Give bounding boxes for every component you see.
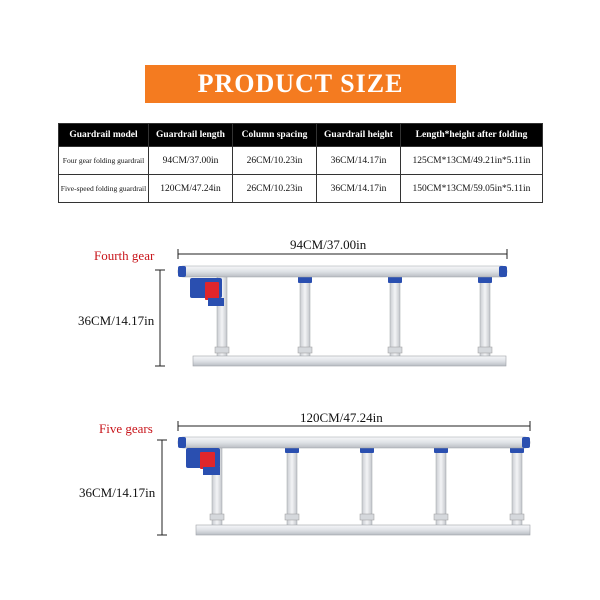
product-size-banner: PRODUCT SIZE [145,65,456,103]
cell-length: 94CM/37.00in [149,147,233,175]
five-gears-label: Five gears [99,421,153,436]
header-folded: Length*height after folding [401,124,543,147]
fourth-gear-length: 94CM/37.00in [290,237,367,252]
fourth-gear-guardrail [155,249,507,366]
header-model: Guardrail model [59,124,149,147]
cell-length: 120CM/47.24in [149,175,233,203]
fourth-gear-label: Fourth gear [94,248,155,263]
cell-model: Five-speed folding guardrail [59,175,149,203]
five-gears-length: 120CM/47.24in [300,410,383,425]
cell-height: 36CM/14.17in [317,147,401,175]
cell-folded: 150CM*13CM/59.05in*5.11in [401,175,543,203]
five-gears-height: 36CM/14.17in [79,485,156,500]
cell-spacing: 26CM/10.23in [233,147,317,175]
header-height: Guardrail height [317,124,401,147]
header-spacing: Column spacing [233,124,317,147]
cell-spacing: 26CM/10.23in [233,175,317,203]
cell-model: Four gear folding guardrail [59,147,149,175]
header-length: Guardrail length [149,124,233,147]
cell-folded: 125CM*13CM/49.21in*5.11in [401,147,543,175]
five-gear-guardrail [157,421,530,535]
cell-height: 36CM/14.17in [317,175,401,203]
fourth-gear-height: 36CM/14.17in [78,313,155,328]
